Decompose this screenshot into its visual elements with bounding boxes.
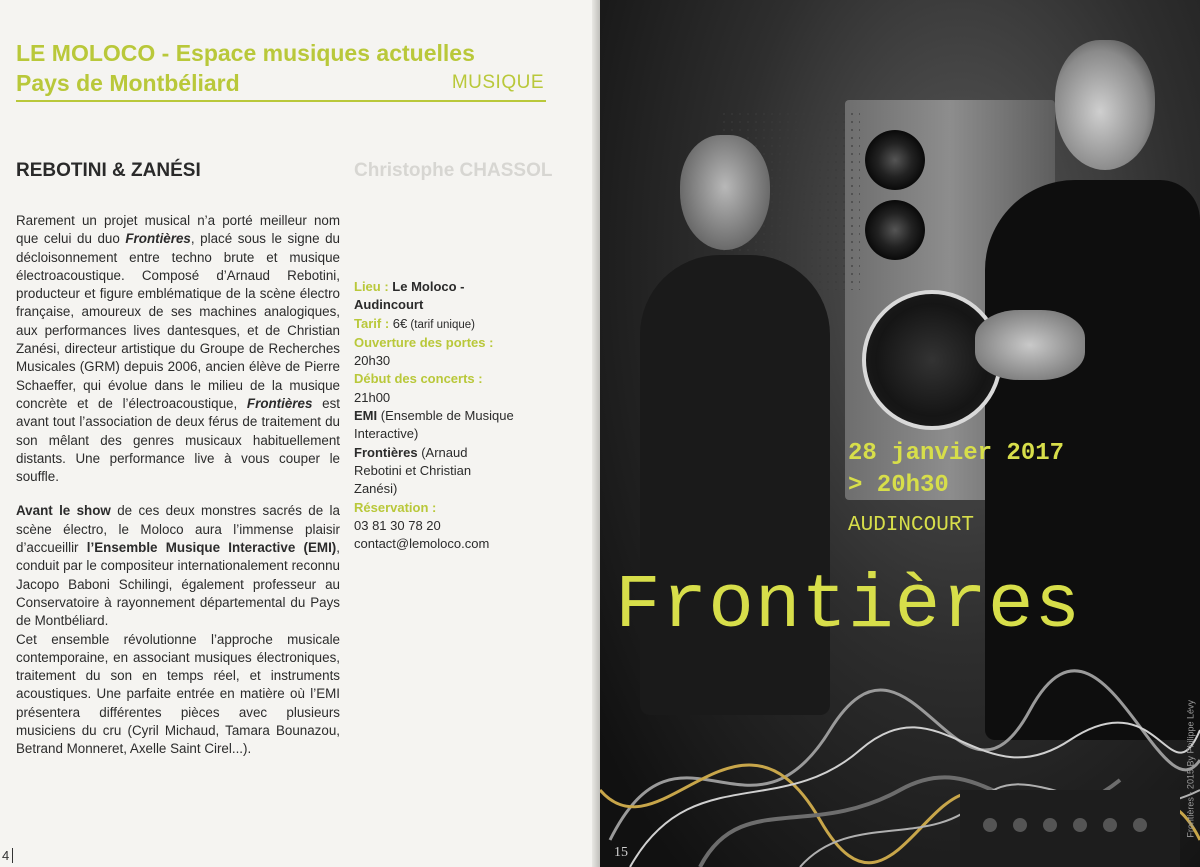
info-tarif [354, 315, 514, 334]
emphasis-frontieres: Frontières [125, 231, 191, 247]
speaker-driver-icon [865, 130, 925, 190]
musician-right-head [1055, 40, 1155, 170]
tarif-value: 6€ [392, 315, 408, 331]
text-run: de ces deux monstres sacrés de la scène électro, le Moloco aura l’immense plaisir d’accueillir [16, 503, 340, 556]
event-date [848, 438, 1064, 502]
info-emi [354, 407, 514, 444]
musician-right-hand [975, 310, 1085, 380]
right-page-photo [600, 0, 1200, 867]
tarif-label: Tarif : [354, 315, 393, 331]
event-city: AUDINCOURT [848, 514, 975, 537]
left-page [0, 0, 598, 867]
venue-region: Pays de Montbéliard [16, 70, 240, 96]
lieu-label: Lieu : [354, 279, 393, 294]
musician-left-head [680, 135, 770, 250]
synth-cables [600, 640, 1200, 867]
reservation-email: contact@lemoloco.com [354, 536, 490, 552]
info-portes [354, 334, 514, 371]
event-time-text: > 20h30 [848, 472, 949, 499]
bleed-through-title: Christophe CHASSOL [354, 160, 553, 181]
info-concerts [354, 370, 514, 407]
emphasis-frontieres: Frontières [246, 395, 313, 411]
lieu-value: Le Moloco - Audincourt [354, 279, 465, 313]
concerts-label: Début des concerts : [354, 371, 483, 387]
paragraph-ensemble: Cet ensemble révolutionne l’approche musicale contemporaine, en associant musiques électroniques, traitement du son en temps réel, et instruments acoustiques. Une parfaite entrée en matière où l’EMI présentera différentes pièces avec plusieurs musiciens du cru (Cyril Michaud, Tamara Bounazou, Betrand Monneret, Axelle Saint Cirel...). [16, 631, 340, 757]
emi-name: EMI [354, 408, 378, 424]
photo-credit: Frontières - 2015 By Philippe Lévy [1186, 700, 1196, 838]
reservation-phone: 03 81 30 78 20 [354, 517, 441, 533]
reservation-label: Réservation : [354, 499, 437, 515]
event-date-text: 28 janvier 2017 [848, 440, 1065, 467]
page-number-right: 15 [614, 845, 628, 860]
article-body [16, 212, 340, 775]
event-info [354, 278, 514, 553]
venue-name: LE MOLOCO - Espace musiques actuelles [16, 40, 475, 66]
info-lieu [354, 278, 514, 315]
poster-title: Frontières [615, 563, 1082, 649]
strong-emi: l’Ensemble Musique Interactive (EMI) [86, 540, 337, 556]
concerts-value: 21h00 [354, 389, 391, 405]
article-title: REBOTINI & ZANÉSI [16, 160, 201, 181]
portes-label: Ouverture des portes : [354, 334, 494, 350]
venue-header [16, 38, 546, 102]
paragraph-show [16, 502, 340, 630]
text-run: Rarement un projet musical n’a porté meilleur nom que celui du duo [16, 213, 340, 247]
paragraph-intro [16, 212, 340, 486]
text-run: est avant tout l’association de deux férus de traitement du son mêlant des genres musicaux habituellement distants. Une performance live à vous couper le souffle. [16, 395, 340, 485]
text-run: , placé sous le signe du décloisonnement entre techno brute et musique électroacoustique. Composé d’Arnaud Rebotini, producteur et figure emblématique de la scène électro française, amoureux de ses machines analogiques, aux performances lives dantesques, et de Christian Zanési, directeur artistique du Groupe de Recherches Musicales (GRM) depuis 2006, ancien élève de Pierre Schaeffer, qui évolue dans le milieu de la musique concrète et de l’électroacoustique, [16, 231, 341, 411]
frontieres-desc: (Arnaud Rebotini et Christian Zanési) [354, 444, 472, 497]
frontieres-name: Frontières [354, 444, 418, 460]
text-run: , conduit par le compositeur internationalement reconnu Jacopo Baboni Schilingi, également professeur au Conservatoire à rayonnement départemental du Pays de Montbéliard. [16, 540, 341, 629]
portes-value: 20h30 [354, 353, 391, 369]
speaker-driver-icon [865, 200, 925, 260]
category-label: MUSIQUE [451, 72, 544, 93]
emi-desc: (Ensemble de Musique Interactive) [354, 408, 514, 442]
info-frontieres [354, 444, 514, 499]
page-number-left: 4 [2, 848, 13, 863]
tarif-note: (tarif unique) [407, 318, 475, 331]
strong-avant-le-show: Avant le show [16, 503, 111, 519]
